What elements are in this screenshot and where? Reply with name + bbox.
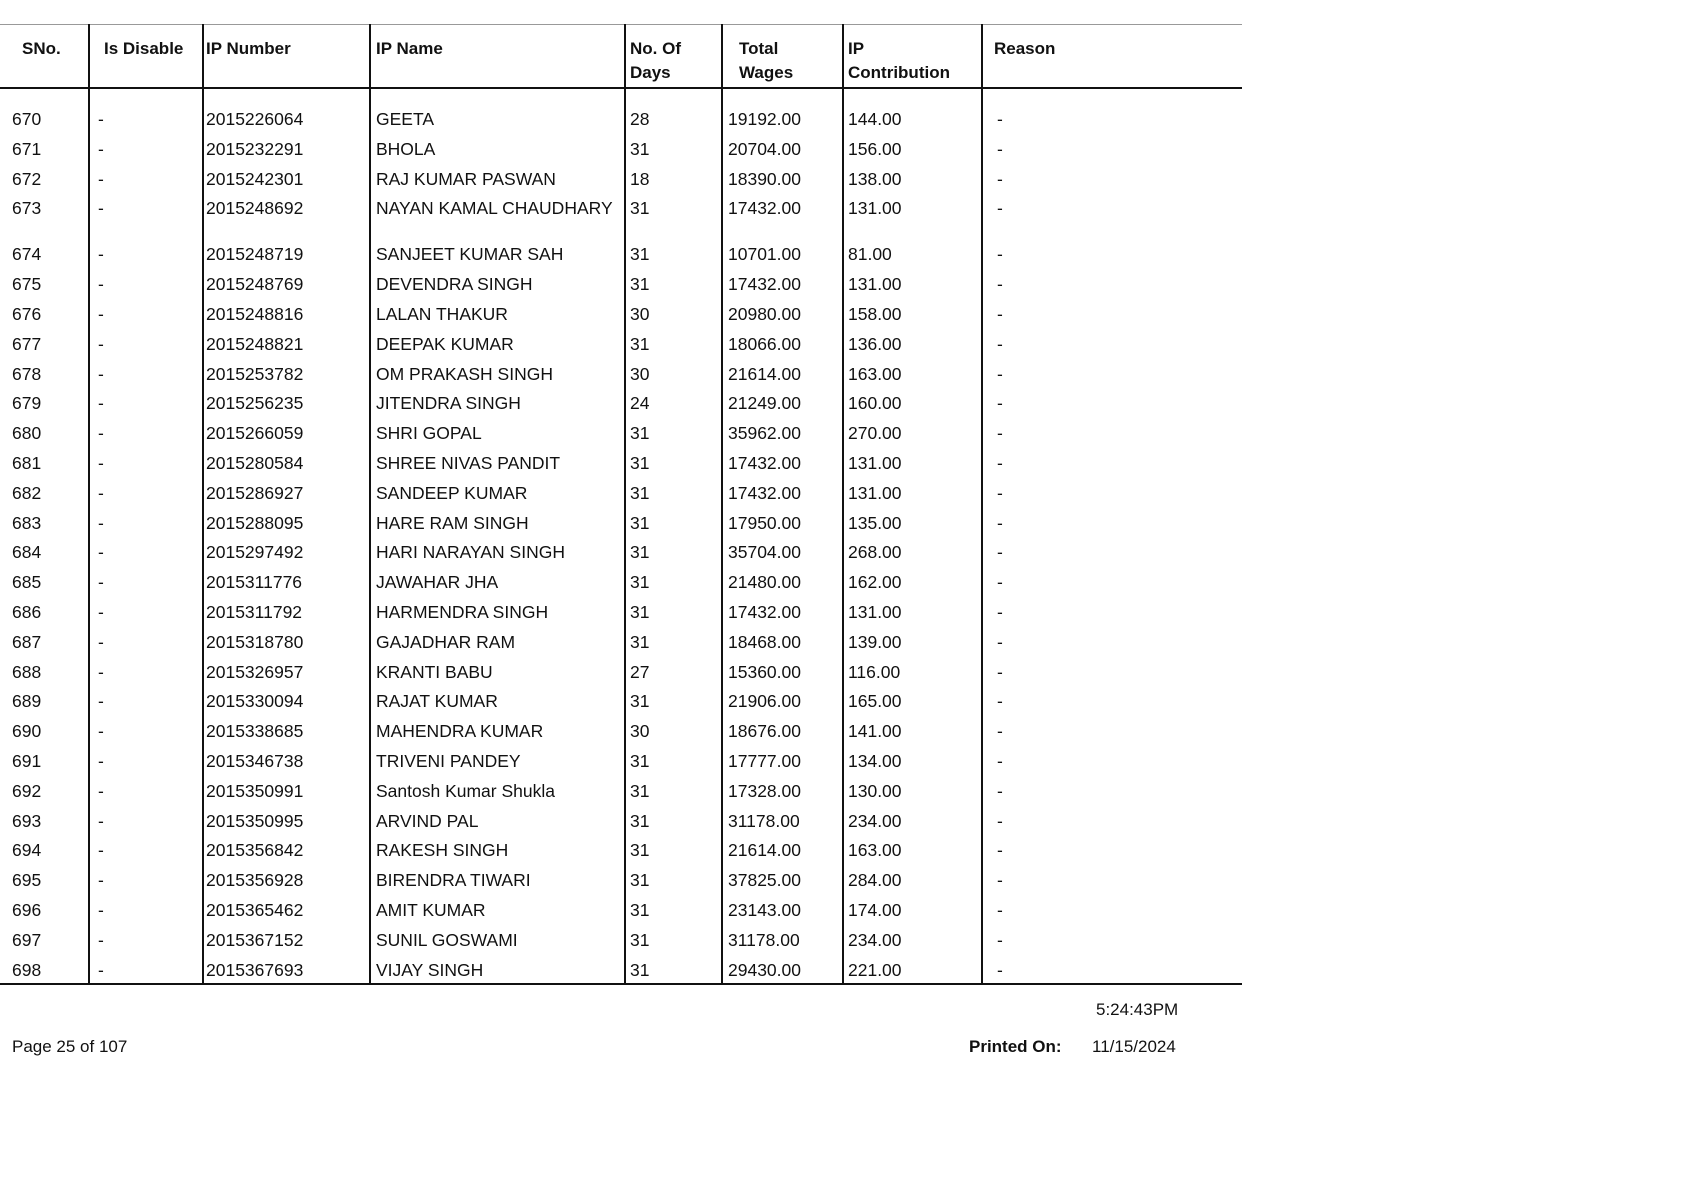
cell-days: 27 xyxy=(630,661,650,682)
cell-days: 31 xyxy=(630,631,650,652)
cell-ip-name: SHREE NIVAS PANDIT xyxy=(376,452,561,473)
cell-contribution: 234.00 xyxy=(848,810,902,831)
cell-contribution: 131.00 xyxy=(848,482,902,503)
printed-time: 5:24:43PM xyxy=(1096,1000,1179,1019)
header-ip-name: IP Name xyxy=(376,39,443,58)
cell-sno: 685 xyxy=(12,572,42,593)
cell-days: 31 xyxy=(630,870,650,891)
cell-contribution: 138.00 xyxy=(848,168,902,189)
header-contrib-line1: IP xyxy=(848,39,865,58)
cell-contribution: 162.00 xyxy=(848,572,902,593)
table-row xyxy=(0,509,1242,539)
table-row xyxy=(0,240,1242,270)
cell-reason: - xyxy=(997,423,1003,444)
cell-days: 31 xyxy=(630,138,650,159)
cell-reason: - xyxy=(997,109,1003,129)
cell-contribution: 130.00 xyxy=(848,780,902,801)
cell-wages: 18066.00 xyxy=(728,333,801,354)
cell-is-disable: - xyxy=(98,780,104,801)
cell-contribution: 131.00 xyxy=(848,601,902,622)
header-contrib-line2: Contribution xyxy=(848,63,950,82)
cell-contribution: 116.00 xyxy=(848,661,901,682)
cell-days: 31 xyxy=(630,929,650,950)
cell-ip-name: AMIT KUMAR xyxy=(376,899,486,920)
cell-ip-name: RAJAT KUMAR xyxy=(376,691,498,712)
cell-ip-number: 2015326957 xyxy=(206,661,304,682)
cell-sno: 695 xyxy=(12,870,42,891)
table-row xyxy=(0,807,1242,837)
cell-is-disable: - xyxy=(98,138,104,159)
cell-days: 31 xyxy=(630,691,650,712)
cell-ip-number: 2015297492 xyxy=(206,542,304,563)
cell-reason: - xyxy=(997,168,1003,189)
table-row xyxy=(0,628,1242,658)
cell-contribution: 268.00 xyxy=(848,542,902,563)
cell-ip-number: 2015253782 xyxy=(206,363,304,384)
cell-is-disable: - xyxy=(98,168,104,189)
cell-ip-number: 2015356928 xyxy=(206,870,304,891)
cell-ip-name: OM PRAKASH SINGH xyxy=(376,363,553,384)
cell-contribution: 163.00 xyxy=(848,363,902,384)
cell-wages: 23143.00 xyxy=(728,899,801,920)
page-number: Page 25 of 107 xyxy=(12,1037,128,1056)
cell-reason: - xyxy=(997,452,1003,473)
header-reason: Reason xyxy=(994,39,1056,58)
cell-reason: - xyxy=(997,840,1003,861)
cell-wages: 18390.00 xyxy=(728,168,801,189)
cell-reason: - xyxy=(997,750,1003,771)
cell-reason: - xyxy=(997,274,1003,295)
cell-ip-number: 2015280584 xyxy=(206,452,304,473)
cell-sno: 673 xyxy=(12,198,42,219)
cell-reason: - xyxy=(997,138,1003,159)
cell-ip-number: 2015226064 xyxy=(206,109,304,129)
cell-is-disable: - xyxy=(98,423,104,444)
cell-ip-name: DEEPAK KUMAR xyxy=(376,333,514,354)
cell-sno: 693 xyxy=(12,810,42,831)
cell-sno: 698 xyxy=(12,959,42,980)
table-row xyxy=(0,270,1242,300)
cell-sno: 687 xyxy=(12,631,42,652)
cell-reason: - xyxy=(997,870,1003,891)
table-row xyxy=(0,747,1242,777)
cell-contribution: 81.00 xyxy=(848,244,892,265)
cell-is-disable: - xyxy=(98,721,104,742)
printed-on-label: Printed On: xyxy=(969,1037,1062,1056)
cell-sno: 686 xyxy=(12,601,42,622)
cell-wages: 17432.00 xyxy=(728,482,801,503)
cell-ip-number: 2015367152 xyxy=(206,929,304,950)
cell-contribution: 135.00 xyxy=(848,512,902,533)
cell-days: 31 xyxy=(630,810,650,831)
cell-ip-name: DEVENDRA SINGH xyxy=(376,274,533,295)
cell-ip-name: HARE RAM SINGH xyxy=(376,512,529,533)
cell-contribution: 270.00 xyxy=(848,423,902,444)
cell-ip-number: 2015367693 xyxy=(206,959,304,980)
cell-wages: 17328.00 xyxy=(728,780,801,801)
cell-is-disable: - xyxy=(98,691,104,712)
cell-wages: 37825.00 xyxy=(728,870,801,891)
cell-wages: 17777.00 xyxy=(728,750,801,771)
cell-ip-name: JITENDRA SINGH xyxy=(376,393,521,414)
table-row xyxy=(0,717,1242,747)
cell-ip-name: GAJADHAR RAM xyxy=(376,631,516,652)
cell-reason: - xyxy=(997,393,1003,414)
cell-is-disable: - xyxy=(98,244,104,265)
column-divider xyxy=(624,24,626,985)
cell-is-disable: - xyxy=(98,810,104,831)
cell-ip-name: Santosh Kumar Shukla xyxy=(376,780,555,801)
cell-ip-name: TRIVENI PANDEY xyxy=(376,750,521,771)
cell-ip-number: 2015311776 xyxy=(206,572,303,593)
table-row xyxy=(0,538,1242,568)
cell-days: 30 xyxy=(630,363,650,384)
table-row xyxy=(0,568,1242,598)
table-row xyxy=(0,419,1242,449)
cell-ip-name: SANDEEP KUMAR xyxy=(376,482,528,503)
cell-sno: 696 xyxy=(12,899,42,920)
cell-reason: - xyxy=(997,631,1003,652)
cell-contribution: 221.00 xyxy=(848,959,902,980)
cell-sno: 691 xyxy=(12,750,42,771)
cell-is-disable: - xyxy=(98,840,104,861)
cell-days: 31 xyxy=(630,840,650,861)
cell-sno: 690 xyxy=(12,721,42,742)
cell-wages: 21906.00 xyxy=(728,691,801,712)
cell-sno: 683 xyxy=(12,512,42,533)
cell-days: 31 xyxy=(630,899,650,920)
table-row xyxy=(0,165,1242,195)
cell-ip-number: 2015232291 xyxy=(206,138,304,159)
table-row xyxy=(0,926,1242,956)
cell-days: 31 xyxy=(630,780,650,801)
header-no-of-days xyxy=(630,37,681,85)
cell-days: 31 xyxy=(630,244,650,265)
cell-ip-name: LALAN THAKUR xyxy=(376,303,508,324)
cell-is-disable: - xyxy=(98,363,104,384)
cell-ip-name: BHOLA xyxy=(376,138,436,159)
cell-wages: 29430.00 xyxy=(728,959,801,980)
cell-wages: 19192.00 xyxy=(728,109,801,129)
cell-contribution: 165.00 xyxy=(848,691,902,712)
cell-is-disable: - xyxy=(98,661,104,682)
cell-wages: 20980.00 xyxy=(728,303,801,324)
cell-sno: 675 xyxy=(12,274,42,295)
cell-wages: 18676.00 xyxy=(728,721,801,742)
printed-date: 11/15/2024 xyxy=(1092,1037,1176,1056)
cell-ip-number: 2015286927 xyxy=(206,482,304,503)
cell-days: 31 xyxy=(630,959,650,980)
column-divider xyxy=(202,24,204,985)
cell-is-disable: - xyxy=(98,333,104,354)
cell-sno: 692 xyxy=(12,780,42,801)
cell-reason: - xyxy=(997,198,1003,219)
cell-wages: 31178.00 xyxy=(728,929,800,950)
cell-is-disable: - xyxy=(98,601,104,622)
cell-contribution: 156.00 xyxy=(848,138,902,159)
cell-days: 31 xyxy=(630,452,650,473)
cell-ip-number: 2015338685 xyxy=(206,721,304,742)
table-row xyxy=(0,360,1242,390)
cell-ip-number: 2015266059 xyxy=(206,423,304,444)
cell-ip-number: 2015242301 xyxy=(206,168,304,189)
cell-ip-number: 2015288095 xyxy=(206,512,304,533)
cell-wages: 35704.00 xyxy=(728,542,801,563)
cell-days: 30 xyxy=(630,303,650,324)
cell-ip-number: 2015350995 xyxy=(206,810,304,831)
table-row xyxy=(0,330,1242,360)
column-divider xyxy=(721,24,723,985)
cell-sno: 672 xyxy=(12,168,42,189)
header-sno: SNo. xyxy=(22,39,61,58)
cell-wages: 20704.00 xyxy=(728,138,801,159)
table-row xyxy=(0,836,1242,866)
cell-is-disable: - xyxy=(98,109,104,129)
cell-ip-number: 2015365462 xyxy=(206,899,304,920)
cell-is-disable: - xyxy=(98,870,104,891)
cell-sno: 680 xyxy=(12,423,42,444)
cell-wages: 10701.00 xyxy=(728,244,801,265)
cell-is-disable: - xyxy=(98,572,104,593)
cell-contribution: 131.00 xyxy=(848,274,902,295)
table-row xyxy=(0,479,1242,509)
cell-reason: - xyxy=(997,929,1003,950)
cell-sno: 697 xyxy=(12,929,42,950)
cell-ip-name: ARVIND PAL xyxy=(376,810,479,831)
cell-contribution: 160.00 xyxy=(848,393,902,414)
cell-is-disable: - xyxy=(98,482,104,503)
cell-is-disable: - xyxy=(98,929,104,950)
cell-contribution: 141.00 xyxy=(848,721,902,742)
cell-contribution: 174.00 xyxy=(848,899,902,920)
header-total-wages xyxy=(739,37,793,85)
cell-reason: - xyxy=(997,363,1003,384)
cell-is-disable: - xyxy=(98,393,104,414)
table-bottom-border xyxy=(0,983,1242,985)
header-days-line1: No. Of xyxy=(630,39,681,58)
header-wages-line2: Wages xyxy=(739,63,794,82)
table-row xyxy=(0,896,1242,926)
table-row xyxy=(0,389,1242,419)
cell-contribution: 163.00 xyxy=(848,840,902,861)
column-divider xyxy=(981,24,983,985)
header-is-disable: Is Disable xyxy=(104,39,184,58)
cell-sno: 670 xyxy=(12,109,42,129)
cell-days: 31 xyxy=(630,542,650,563)
table-body xyxy=(0,105,1242,985)
table-row xyxy=(0,777,1242,807)
cell-wages: 17950.00 xyxy=(728,512,801,533)
cell-wages: 21249.00 xyxy=(728,393,801,414)
cell-wages: 17432.00 xyxy=(728,274,801,295)
cell-reason: - xyxy=(997,601,1003,622)
table-row xyxy=(0,598,1242,628)
cell-days: 31 xyxy=(630,482,650,503)
cell-reason: - xyxy=(997,542,1003,563)
cell-reason: - xyxy=(997,721,1003,742)
cell-contribution: 139.00 xyxy=(848,631,902,652)
cell-reason: - xyxy=(997,661,1003,682)
column-divider xyxy=(369,24,371,985)
cell-days: 31 xyxy=(630,750,650,771)
cell-ip-number: 2015356842 xyxy=(206,840,304,861)
cell-wages: 15360.00 xyxy=(728,661,801,682)
cell-sno: 678 xyxy=(12,363,42,384)
cell-reason: - xyxy=(997,780,1003,801)
cell-is-disable: - xyxy=(98,452,104,473)
cell-wages: 31178.00 xyxy=(728,810,800,831)
cell-sno: 689 xyxy=(12,691,42,712)
header-ip-contribution xyxy=(848,37,950,85)
cell-reason: - xyxy=(997,244,1003,265)
cell-reason: - xyxy=(997,691,1003,712)
cell-sno: 681 xyxy=(12,452,42,473)
cell-contribution: 234.00 xyxy=(848,929,902,950)
cell-is-disable: - xyxy=(98,959,104,980)
cell-ip-number: 2015248821 xyxy=(206,333,304,354)
cell-reason: - xyxy=(997,959,1003,980)
cell-reason: - xyxy=(997,333,1003,354)
cell-reason: - xyxy=(997,810,1003,831)
cell-reason: - xyxy=(997,482,1003,503)
cell-wages: 17432.00 xyxy=(728,452,801,473)
cell-days: 31 xyxy=(630,423,650,444)
cell-is-disable: - xyxy=(98,899,104,920)
cell-ip-name: RAKESH SINGH xyxy=(376,840,509,861)
cell-wages: 21614.00 xyxy=(728,363,801,384)
table-row xyxy=(0,956,1242,986)
report-table xyxy=(0,24,1242,985)
cell-sno: 694 xyxy=(12,840,42,861)
cell-wages: 18468.00 xyxy=(728,631,801,652)
cell-ip-number: 2015318780 xyxy=(206,631,304,652)
cell-contribution: 131.00 xyxy=(848,198,902,219)
column-divider xyxy=(88,24,90,985)
cell-ip-name: NAYAN KAMAL CHAUDHARY xyxy=(376,198,613,219)
cell-reason: - xyxy=(997,572,1003,593)
cell-ip-number: 2015330094 xyxy=(206,691,304,712)
cell-is-disable: - xyxy=(98,512,104,533)
cell-ip-name: SANJEET KUMAR SAH xyxy=(376,244,564,265)
cell-wages: 35962.00 xyxy=(728,423,801,444)
cell-contribution: 131.00 xyxy=(848,452,902,473)
cell-is-disable: - xyxy=(98,542,104,563)
cell-wages: 21614.00 xyxy=(728,840,801,861)
cell-days: 31 xyxy=(630,274,650,295)
cell-reason: - xyxy=(997,303,1003,324)
cell-days: 31 xyxy=(630,333,650,354)
cell-days: 31 xyxy=(630,198,650,219)
cell-ip-name: KRANTI BABU xyxy=(376,661,493,682)
table-header xyxy=(0,24,1242,89)
table-row xyxy=(0,658,1242,688)
cell-sno: 674 xyxy=(12,244,42,265)
cell-days: 24 xyxy=(630,393,650,414)
cell-is-disable: - xyxy=(98,631,104,652)
cell-days: 18 xyxy=(630,168,650,189)
cell-ip-name: SUNIL GOSWAMI xyxy=(376,929,518,950)
cell-is-disable: - xyxy=(98,303,104,324)
cell-sno: 684 xyxy=(12,542,42,563)
cell-days: 30 xyxy=(630,721,650,742)
cell-contribution: 284.00 xyxy=(848,870,902,891)
cell-contribution: 158.00 xyxy=(848,303,902,324)
cell-ip-number: 2015248692 xyxy=(206,198,304,219)
cell-wages: 17432.00 xyxy=(728,601,801,622)
cell-is-disable: - xyxy=(98,750,104,771)
cell-ip-number: 2015346738 xyxy=(206,750,304,771)
table-row xyxy=(0,866,1242,896)
cell-ip-number: 2015248816 xyxy=(206,303,304,324)
cell-ip-number: 2015248769 xyxy=(206,274,304,295)
cell-days: 31 xyxy=(630,512,650,533)
cell-is-disable: - xyxy=(98,274,104,295)
table-row xyxy=(0,687,1242,717)
cell-days: 31 xyxy=(630,601,650,622)
table-row xyxy=(0,105,1242,135)
table-row xyxy=(0,194,1242,240)
cell-contribution: 136.00 xyxy=(848,333,902,354)
header-wages-line1: Total xyxy=(739,39,779,58)
cell-ip-number: 2015350991 xyxy=(206,780,304,801)
cell-sno: 671 xyxy=(12,138,42,159)
column-divider xyxy=(842,24,844,985)
cell-ip-name: BIRENDRA TIWARI xyxy=(376,870,531,891)
cell-ip-number: 2015311792 xyxy=(206,601,303,622)
cell-days: 28 xyxy=(630,109,650,129)
cell-contribution: 134.00 xyxy=(848,750,902,771)
cell-ip-name: HARMENDRA SINGH xyxy=(376,601,549,622)
cell-reason: - xyxy=(997,899,1003,920)
cell-sno: 676 xyxy=(12,303,42,324)
cell-sno: 679 xyxy=(12,393,42,414)
cell-ip-number: 2015248719 xyxy=(206,244,304,265)
cell-sno: 682 xyxy=(12,482,42,503)
header-ip-number: IP Number xyxy=(206,39,291,58)
table-row xyxy=(0,449,1242,479)
cell-ip-number: 2015256235 xyxy=(206,393,304,414)
cell-ip-name: VIJAY SINGH xyxy=(376,959,484,980)
cell-sno: 677 xyxy=(12,333,42,354)
cell-ip-name: HARI NARAYAN SINGH xyxy=(376,542,565,563)
table-row xyxy=(0,135,1242,165)
cell-wages: 17432.00 xyxy=(728,198,801,219)
cell-sno: 688 xyxy=(12,661,42,682)
cell-reason: - xyxy=(997,512,1003,533)
cell-ip-name: JAWAHAR JHA xyxy=(376,572,499,593)
cell-is-disable: - xyxy=(98,198,104,219)
cell-ip-name: SHRI GOPAL xyxy=(376,423,482,444)
cell-ip-name: RAJ KUMAR PASWAN xyxy=(376,168,556,189)
cell-contribution: 144.00 xyxy=(848,109,902,129)
cell-ip-name: MAHENDRA KUMAR xyxy=(376,721,544,742)
cell-days: 31 xyxy=(630,572,650,593)
header-days-line2: Days xyxy=(630,63,671,82)
cell-ip-name: GEETA xyxy=(376,109,435,129)
table-row xyxy=(0,300,1242,330)
cell-wages: 21480.00 xyxy=(728,572,801,593)
